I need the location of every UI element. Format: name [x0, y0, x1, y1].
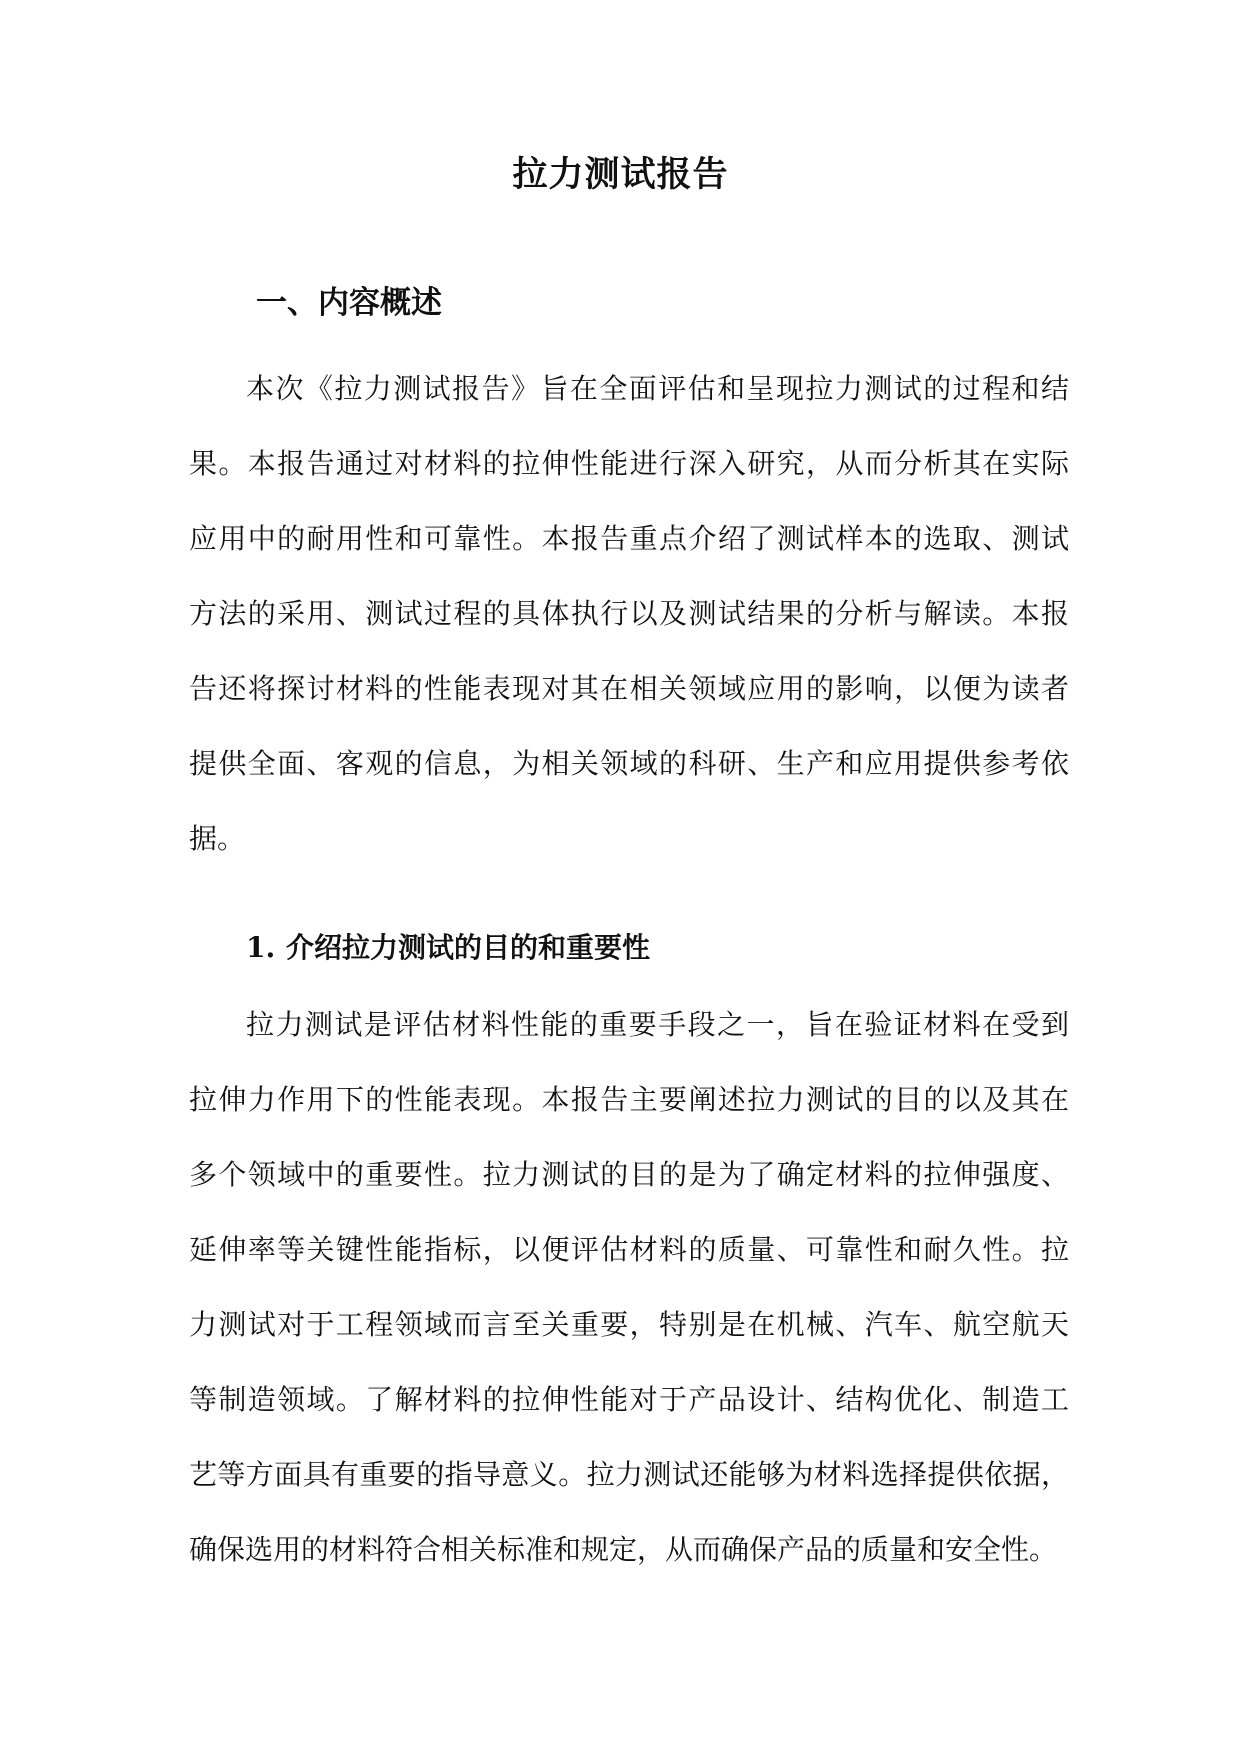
paragraph-line: 力测试对于工程领域而言至关重要，特别是在机械、汽车、航空航天	[189, 1308, 1069, 1341]
document-title: 拉力测试报告	[512, 154, 729, 195]
paragraph-line: 艺等方面具有重要的指导意义。拉力测试还能够为材料选择提供依据，	[189, 1458, 1069, 1491]
purpose-paragraph	[189, 1005, 1069, 1605]
paragraph-line: 果。本报告通过对材料的拉伸性能进行深入研究，从而分析其在实际	[189, 447, 1069, 480]
paragraph-line: 本次《拉力测试报告》旨在全面评估和呈现拉力测试的过程和结	[246, 372, 1069, 405]
paragraph-line: 应用中的耐用性和可靠性。本报告重点介绍了测试样本的选取、测试	[189, 522, 1069, 555]
paragraph-line: 延伸率等关键性能指标，以便评估材料的质量、可靠性和耐久性。拉	[189, 1233, 1069, 1266]
paragraph-line: 告还将探讨材料的性能表现对其在相关领域应用的影响，以便为读者	[189, 672, 1069, 705]
section-heading-overview: 一、内容概述	[256, 285, 442, 321]
paragraph-line: 拉伸力作用下的性能表现。本报告主要阐述拉力测试的目的以及其在	[189, 1083, 1069, 1116]
paragraph-line: 据。	[189, 822, 246, 855]
paragraph-line: 提供全面、客观的信息，为相关领域的科研、生产和应用提供参考依	[189, 747, 1069, 780]
paragraph-line: 等制造领域。了解材料的拉伸性能对于产品设计、结构优化、制造工	[189, 1383, 1069, 1416]
paragraph-line: 确保选用的材料符合相关标准和规定，从而确保产品的质量和安全性。	[189, 1533, 1058, 1566]
overview-paragraph	[189, 369, 1069, 894]
subsection-number: 1.	[246, 931, 276, 964]
subsection-heading-purpose	[246, 928, 650, 968]
paragraph-line: 方法的采用、测试过程的具体执行以及测试结果的分析与解读。本报	[189, 597, 1069, 630]
subsection-heading-text: 介绍拉力测试的目的和重要性	[286, 931, 651, 964]
paragraph-line: 多个领域中的重要性。拉力测试的目的是为了确定材料的拉伸强度、	[189, 1158, 1069, 1191]
paragraph-line: 拉力测试是评估材料性能的重要手段之一，旨在验证材料在受到	[246, 1008, 1069, 1041]
